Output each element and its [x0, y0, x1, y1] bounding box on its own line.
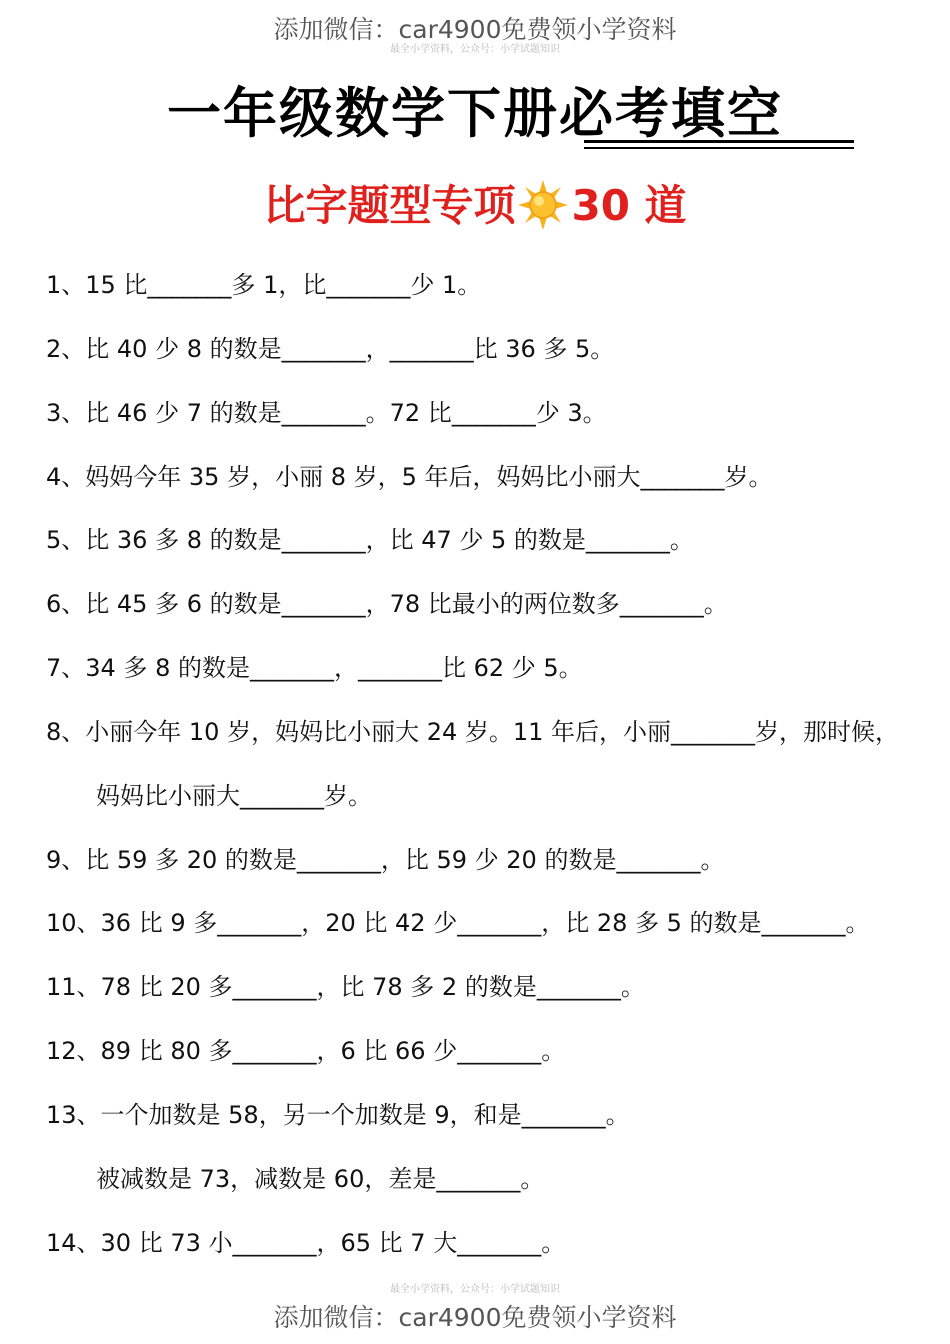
question-3: 3、比 46 少 7 的数是_______。72 比_______少 3。	[46, 399, 607, 427]
faint-footer-text: 最全小学资料，公众号：小学试题知识	[390, 1284, 560, 1295]
title-underline-second	[584, 147, 854, 149]
question-13: 13、一个加数是 58，另一个加数是 9，和是_______。	[46, 1101, 630, 1129]
question-11: 11、78 比 20 多_______，比 78 多 2 的数是_______。	[46, 973, 645, 1001]
question-13-continued: 被减数是 73，减数是 60，差是_______。	[96, 1165, 545, 1193]
subtitle	[0, 178, 950, 235]
question-12: 12、89 比 80 多_______，6 比 66 少_______。	[46, 1037, 566, 1065]
question-4: 4、妈妈今年 35 岁，小丽 8 岁，5 年后，妈妈比小丽大_______岁。	[46, 463, 773, 491]
question-6: 6、比 45 多 6 的数是_______，78 比最小的两位数多_______。	[46, 590, 728, 618]
faint-header-text: 最全小学资料，公众号：小学试题知识	[390, 44, 560, 55]
question-7: 7、34 多 8 的数是_______，_______比 62 少 5。	[46, 654, 583, 682]
sun-icon	[517, 179, 569, 231]
title-block	[0, 82, 950, 146]
watermark-top: 添加微信：car4900免费领小学资料	[273, 15, 677, 44]
question-2: 2、比 40 少 8 的数是_______，_______比 36 多 5。	[46, 335, 615, 363]
subtitle-left: 比字题型专项	[263, 181, 516, 230]
question-14: 14、30 比 73 小_______，65 比 7 大_______。	[46, 1229, 566, 1257]
question-1: 1、15 比_______多 1，比_______少 1。	[46, 271, 482, 299]
watermark-bottom: 添加微信：car4900免费领小学资料	[273, 1303, 677, 1332]
title-underline	[584, 140, 854, 143]
question-9: 9、比 59 多 20 的数是_______，比 59 少 20 的数是_______。	[46, 846, 725, 874]
question-5: 5、比 36 多 8 的数是_______，比 47 少 5 的数是_______。	[46, 526, 694, 554]
question-8: 8、小丽今年 10 岁，妈妈比小丽大 24 岁。11 年后，小丽_______岁，那时候，	[46, 718, 900, 746]
question-10: 10、36 比 9 多_______，20 比 42 少_______，比 28 多 5 的数是_______。	[46, 909, 870, 937]
page-title: 一年级数学下册必考填空	[167, 82, 783, 145]
subtitle-right: 30 道	[571, 181, 687, 230]
question-8-continued: 妈妈比小丽大_______岁。	[96, 782, 372, 810]
